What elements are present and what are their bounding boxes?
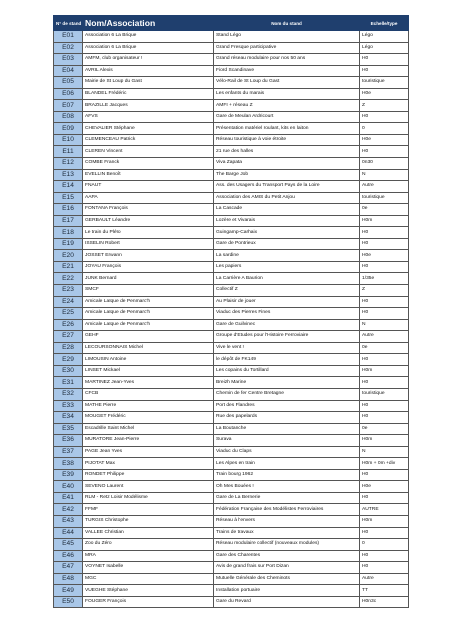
association-name-cell: Amicale Laïque de Penmarc'h — [83, 308, 214, 320]
stand-number-cell: E45 — [54, 539, 83, 551]
stand-name-cell: Avis de grand frais sur Port Dizan — [214, 562, 360, 574]
stand-name-cell: Mutuelle Générale des Cheminots — [214, 573, 360, 585]
association-name-cell: MGC — [83, 573, 214, 585]
stand-name-cell: The Barge Job — [214, 169, 360, 181]
table-row — [54, 412, 409, 424]
stand-name-cell: Ass. des Usagers du Transport Pays de la Loire — [214, 181, 360, 193]
stand-number-cell: E34 — [54, 412, 83, 424]
stand-number-cell: E41 — [54, 492, 83, 504]
stand-name-cell: Vive le vent ! — [214, 342, 360, 354]
stand-number-cell: E11 — [54, 146, 83, 158]
table-row — [54, 250, 409, 262]
stand-name-cell: Lozère et Vivarais — [214, 215, 360, 227]
table-row — [54, 573, 409, 585]
association-name-cell: Amicale Laïque de Penmarc'h — [83, 296, 214, 308]
stand-name-cell: Gare du Revard — [214, 596, 360, 608]
association-name-cell: CLEMENCEAU Patrick — [83, 134, 214, 146]
scale-type-cell: 0e — [360, 204, 409, 216]
scale-type-cell: H0 — [360, 296, 409, 308]
association-name-cell: COMBE Franck — [83, 158, 214, 170]
association-name-cell: PAGE Jean Yves — [83, 446, 214, 458]
scale-type-cell: H0 — [360, 492, 409, 504]
stand-name-cell: Breizh Marine — [214, 377, 360, 389]
table-row — [54, 527, 409, 539]
stand-number-cell: E29 — [54, 354, 83, 366]
stand-name-cell: Gare de Meulan Ardricourt — [214, 111, 360, 123]
stand-number-cell: E36 — [54, 435, 83, 447]
stand-name-cell: Chemin de fer Centre Bretagne — [214, 388, 360, 400]
stand-name-cell: Présentation matériel roulant, kits en laiton — [214, 123, 360, 135]
scale-type-cell: H0m — [360, 215, 409, 227]
association-name-cell: Escadrille Saint Michel — [83, 423, 214, 435]
stand-name-cell: Gare des Charentes — [214, 550, 360, 562]
stand-number-cell: E05 — [54, 77, 83, 89]
stand-number-cell: E15 — [54, 192, 83, 204]
stand-name-cell: Rue des papelards — [214, 412, 360, 424]
scale-type-cell: N — [360, 169, 409, 181]
association-name-cell: EVELLIN Benoît — [83, 169, 214, 181]
table-row — [54, 65, 409, 77]
stand-number-cell: E03 — [54, 54, 83, 66]
scale-type-cell: H0 — [360, 238, 409, 250]
association-name-cell: Amicale Laïque de Penmarc'h — [83, 319, 214, 331]
scale-type-cell: H0 — [360, 261, 409, 273]
stand-name-cell: Gare de Pontrieux — [214, 238, 360, 250]
association-name-cell: Association 6 La Brique — [83, 42, 214, 54]
stand-name-cell: Réseau à l'envers — [214, 515, 360, 527]
table-row — [54, 296, 409, 308]
stand-name-cell: Grand réseau modulaire pour nos 50 ans — [214, 54, 360, 66]
stand-number-cell: E01 — [54, 31, 83, 43]
table-row — [54, 215, 409, 227]
stand-number-cell: E50 — [54, 596, 83, 608]
stand-name-cell: Association des AMIS du Petit Anjou — [214, 192, 360, 204]
scale-type-cell: H0 — [360, 354, 409, 366]
association-name-cell: CHEVALIER Stéphane — [83, 123, 214, 135]
table-row — [54, 481, 409, 493]
association-name-cell: MARTINEZ Jean-Yves — [83, 377, 214, 389]
stand-name-cell: Réseau modulaire collectif (nouveaux modules) — [214, 539, 360, 551]
association-name-cell: Association 6 La Brique — [83, 31, 214, 43]
table-row — [54, 596, 409, 608]
scale-type-cell: Légo — [360, 42, 409, 54]
association-name-cell: MATHE Pierre — [83, 400, 214, 412]
scale-type-cell: Autre — [360, 573, 409, 585]
stand-number-cell: E12 — [54, 158, 83, 170]
table-row — [54, 308, 409, 320]
association-name-cell: Mairie de St Loup du Gast — [83, 77, 214, 89]
association-name-cell: JOYAU François — [83, 261, 214, 273]
stand-name-cell: Gare de Guilvinec — [214, 319, 360, 331]
header-stand-number: N° de stand — [54, 16, 83, 31]
stand-number-cell: E02 — [54, 42, 83, 54]
scale-type-cell: touristique — [360, 192, 409, 204]
stand-name-cell: Surava — [214, 435, 360, 447]
stand-name-cell: Au Plaisir de jouer — [214, 296, 360, 308]
scale-type-cell: H0 — [360, 469, 409, 481]
scale-type-cell: 0 — [360, 539, 409, 551]
scale-type-cell: H0 — [360, 377, 409, 389]
association-name-cell: JUNK Bernard — [83, 273, 214, 285]
stand-number-cell: E09 — [54, 123, 83, 135]
stand-name-cell: Fiord Scandinave — [214, 65, 360, 77]
stand-name-cell: Guingamp-Carhaix — [214, 227, 360, 239]
scale-type-cell: Légo — [360, 31, 409, 43]
table-row — [54, 227, 409, 239]
stand-name-cell: La Cascade — [214, 204, 360, 216]
table-row — [54, 423, 409, 435]
scale-type-cell: 0e — [360, 342, 409, 354]
scale-type-cell: H0 — [360, 400, 409, 412]
stand-name-cell: Réseau touristique à voie étroite — [214, 134, 360, 146]
association-name-cell: VALLEE Christian — [83, 527, 214, 539]
stand-number-cell: E44 — [54, 527, 83, 539]
scale-type-cell: H0e — [360, 88, 409, 100]
table-row — [54, 261, 409, 273]
association-name-cell: ISSELIN Robert — [83, 238, 214, 250]
stand-number-cell: E17 — [54, 215, 83, 227]
scale-type-cell: Z — [360, 285, 409, 297]
table-row — [54, 504, 409, 516]
association-name-cell: MOUGET Frédéric — [83, 412, 214, 424]
stand-number-cell: E22 — [54, 273, 83, 285]
stand-number-cell: E24 — [54, 296, 83, 308]
header-name-association: Nom/Association — [83, 16, 214, 31]
stand-name-cell: Grand Fresque participative — [214, 42, 360, 54]
association-name-cell: RONDET Philippe — [83, 469, 214, 481]
scale-type-cell: Autre — [360, 331, 409, 343]
table-row — [54, 377, 409, 389]
stand-number-cell: E14 — [54, 181, 83, 193]
association-name-cell: GEHF — [83, 331, 214, 343]
table-row — [54, 123, 409, 135]
stand-number-cell: E07 — [54, 100, 83, 112]
table-row — [54, 388, 409, 400]
association-name-cell: PIJOTAT Max — [83, 458, 214, 470]
stand-number-cell: E48 — [54, 573, 83, 585]
scale-type-cell: touristique — [360, 77, 409, 89]
header-stand-name: Nom du stand — [214, 16, 360, 31]
association-name-cell: MURATORE Jean-Pierre — [83, 435, 214, 447]
association-name-cell: GERBAULT Léandre — [83, 215, 214, 227]
stand-name-cell: Fédération Française des Modélistes Ferroviaires — [214, 504, 360, 516]
scale-type-cell: H0 — [360, 527, 409, 539]
table-row — [54, 238, 409, 250]
scale-type-cell: Autre — [360, 181, 409, 193]
scale-type-cell: H0 — [360, 54, 409, 66]
table-row — [54, 342, 409, 354]
table-row — [54, 134, 409, 146]
table-row — [54, 181, 409, 193]
stand-name-cell: Collectif Z — [214, 285, 360, 297]
scale-type-cell: H0m + 0m +div — [360, 458, 409, 470]
stand-number-cell: E16 — [54, 204, 83, 216]
table-row — [54, 111, 409, 123]
scale-type-cell: H0 — [360, 111, 409, 123]
table-row — [54, 42, 409, 54]
association-name-cell: AMFM, club organisateur ! — [83, 54, 214, 66]
stand-number-cell: E40 — [54, 481, 83, 493]
association-name-cell: CLEREN Vincent — [83, 146, 214, 158]
table-row — [54, 319, 409, 331]
stand-number-cell: E35 — [54, 423, 83, 435]
association-name-cell: Le train du Pléïo — [83, 227, 214, 239]
stand-name-cell: Les enfants du marais — [214, 88, 360, 100]
stand-number-cell: E43 — [54, 515, 83, 527]
scale-type-cell: 0n30 — [360, 158, 409, 170]
stand-number-cell: E13 — [54, 169, 83, 181]
association-name-cell: LINSET Mickael — [83, 365, 214, 377]
stands-table — [53, 15, 409, 608]
stand-name-cell: La Carrière A Baurion — [214, 273, 360, 285]
table-row — [54, 400, 409, 412]
association-name-cell: FOUGER François — [83, 596, 214, 608]
association-name-cell: AAPA — [83, 192, 214, 204]
table-row — [54, 158, 409, 170]
stand-number-cell: E30 — [54, 365, 83, 377]
table-row — [54, 469, 409, 481]
stand-number-cell: E04 — [54, 65, 83, 77]
scale-type-cell: H0m — [360, 365, 409, 377]
table-row — [54, 331, 409, 343]
association-name-cell: FNAUT — [83, 181, 214, 193]
association-name-cell: AVRIL Alexis — [83, 65, 214, 77]
stand-name-cell: La Boutanche — [214, 423, 360, 435]
stand-number-cell: E20 — [54, 250, 83, 262]
stand-name-cell: Gare de La Bernerie — [214, 492, 360, 504]
stand-number-cell: E32 — [54, 388, 83, 400]
stand-number-cell: E46 — [54, 550, 83, 562]
table-row — [54, 562, 409, 574]
stand-name-cell: Oh Mes Bouées ! — [214, 481, 360, 493]
table-header-row — [54, 16, 409, 31]
table-row — [54, 100, 409, 112]
scale-type-cell: 0 — [360, 123, 409, 135]
association-name-cell: BLANDEL Frédéric — [83, 88, 214, 100]
table-row — [54, 273, 409, 285]
stand-number-cell: E21 — [54, 261, 83, 273]
association-name-cell: SEVENO Laurent — [83, 481, 214, 493]
stand-name-cell: Stand Légo — [214, 31, 360, 43]
table-row — [54, 446, 409, 458]
association-name-cell: BRAZILLE Jacques — [83, 100, 214, 112]
table-row — [54, 435, 409, 447]
stand-number-cell: E08 — [54, 111, 83, 123]
stand-name-cell: Trains de travaux — [214, 527, 360, 539]
association-name-cell: RLM - Retz Loisir Modélisme — [83, 492, 214, 504]
stand-number-cell: E10 — [54, 134, 83, 146]
scale-type-cell: 0e — [360, 423, 409, 435]
stand-number-cell: E38 — [54, 458, 83, 470]
table-body — [54, 31, 409, 608]
stand-name-cell: AMFI + réseau Z — [214, 100, 360, 112]
association-name-cell: AFVS — [83, 111, 214, 123]
scale-type-cell: Z — [360, 100, 409, 112]
association-name-cell: FFMF — [83, 504, 214, 516]
table-row — [54, 354, 409, 366]
stand-name-cell: le dépôt de FK149 — [214, 354, 360, 366]
stand-name-cell: Train bourg 1962 — [214, 469, 360, 481]
stand-number-cell: E27 — [54, 331, 83, 343]
table-row — [54, 204, 409, 216]
scale-type-cell: H0m — [360, 515, 409, 527]
table-row — [54, 31, 409, 43]
association-name-cell: Zoo du Zéro — [83, 539, 214, 551]
association-name-cell: LECOURSONNAIS Michel — [83, 342, 214, 354]
table-row — [54, 458, 409, 470]
stand-name-cell: Viaduc du Claps — [214, 446, 360, 458]
table-row — [54, 585, 409, 597]
scale-type-cell: N — [360, 319, 409, 331]
scale-type-cell: H0 — [360, 227, 409, 239]
association-name-cell: VUEGHE Stéphane — [83, 585, 214, 597]
scale-type-cell: AUTRE — [360, 504, 409, 516]
scale-type-cell: 1/35e — [360, 273, 409, 285]
scale-type-cell: N — [360, 446, 409, 458]
stand-name-cell: Les copains du Tortillard — [214, 365, 360, 377]
stand-number-cell: E47 — [54, 562, 83, 574]
association-name-cell: VOYNET Isabelle — [83, 562, 214, 574]
table-row — [54, 192, 409, 204]
stand-number-cell: E33 — [54, 400, 83, 412]
association-name-cell: TURGIS Christophe — [83, 515, 214, 527]
stand-number-cell: E26 — [54, 319, 83, 331]
stand-name-cell: Groupe d'Etudes pour l'Histoire Ferroviaire — [214, 331, 360, 343]
table-row — [54, 88, 409, 100]
stand-name-cell: 21 rue des halles — [214, 146, 360, 158]
stand-number-cell: E39 — [54, 469, 83, 481]
stand-number-cell: E42 — [54, 504, 83, 516]
association-name-cell: MRA — [83, 550, 214, 562]
scale-type-cell: H0 — [360, 562, 409, 574]
scale-type-cell: H0m — [360, 435, 409, 447]
table-row — [54, 539, 409, 551]
stand-name-cell: Les papiers — [214, 261, 360, 273]
stand-name-cell: Viaduc des Pierres Fines — [214, 308, 360, 320]
table-row — [54, 515, 409, 527]
stand-name-cell: Vélo-Rail de St Loup du Gast — [214, 77, 360, 89]
table-row — [54, 54, 409, 66]
stand-number-cell: E49 — [54, 585, 83, 597]
table-row — [54, 550, 409, 562]
association-name-cell: FONTANA François — [83, 204, 214, 216]
stand-number-cell: E31 — [54, 377, 83, 389]
header-scale-type: Echelle/type — [360, 16, 409, 31]
scale-type-cell: H0 — [360, 412, 409, 424]
scale-type-cell: H0 — [360, 308, 409, 320]
stand-name-cell: Les Alpes en train — [214, 458, 360, 470]
stand-number-cell: E23 — [54, 285, 83, 297]
scale-type-cell: TT — [360, 585, 409, 597]
table-row — [54, 169, 409, 181]
stand-number-cell: E25 — [54, 308, 83, 320]
scale-type-cell: H0e — [360, 134, 409, 146]
scale-type-cell: touristique — [360, 388, 409, 400]
stand-name-cell: Port des Flandres — [214, 400, 360, 412]
stand-number-cell: E19 — [54, 238, 83, 250]
stand-number-cell: E28 — [54, 342, 83, 354]
table-row — [54, 492, 409, 504]
stand-name-cell: Viva Zapata — [214, 158, 360, 170]
scale-type-cell: H0e — [360, 481, 409, 493]
table-row — [54, 365, 409, 377]
stand-name-cell: Installation portuaire — [214, 585, 360, 597]
table-row — [54, 285, 409, 297]
stand-name-cell: La sardine — [214, 250, 360, 262]
scale-type-cell: H0n3c — [360, 596, 409, 608]
scale-type-cell: H0 — [360, 550, 409, 562]
scale-type-cell: H0 — [360, 65, 409, 77]
stand-number-cell: E18 — [54, 227, 83, 239]
association-name-cell: SMCF — [83, 285, 214, 297]
stand-number-cell: E06 — [54, 88, 83, 100]
association-name-cell: CFCB — [83, 388, 214, 400]
association-name-cell: JOSSET Erwann — [83, 250, 214, 262]
stand-number-cell: E37 — [54, 446, 83, 458]
scale-type-cell: H0 — [360, 146, 409, 158]
table-row — [54, 146, 409, 158]
table-row — [54, 77, 409, 89]
association-name-cell: LIMOUSIN Antoine — [83, 354, 214, 366]
scale-type-cell: H0e — [360, 250, 409, 262]
